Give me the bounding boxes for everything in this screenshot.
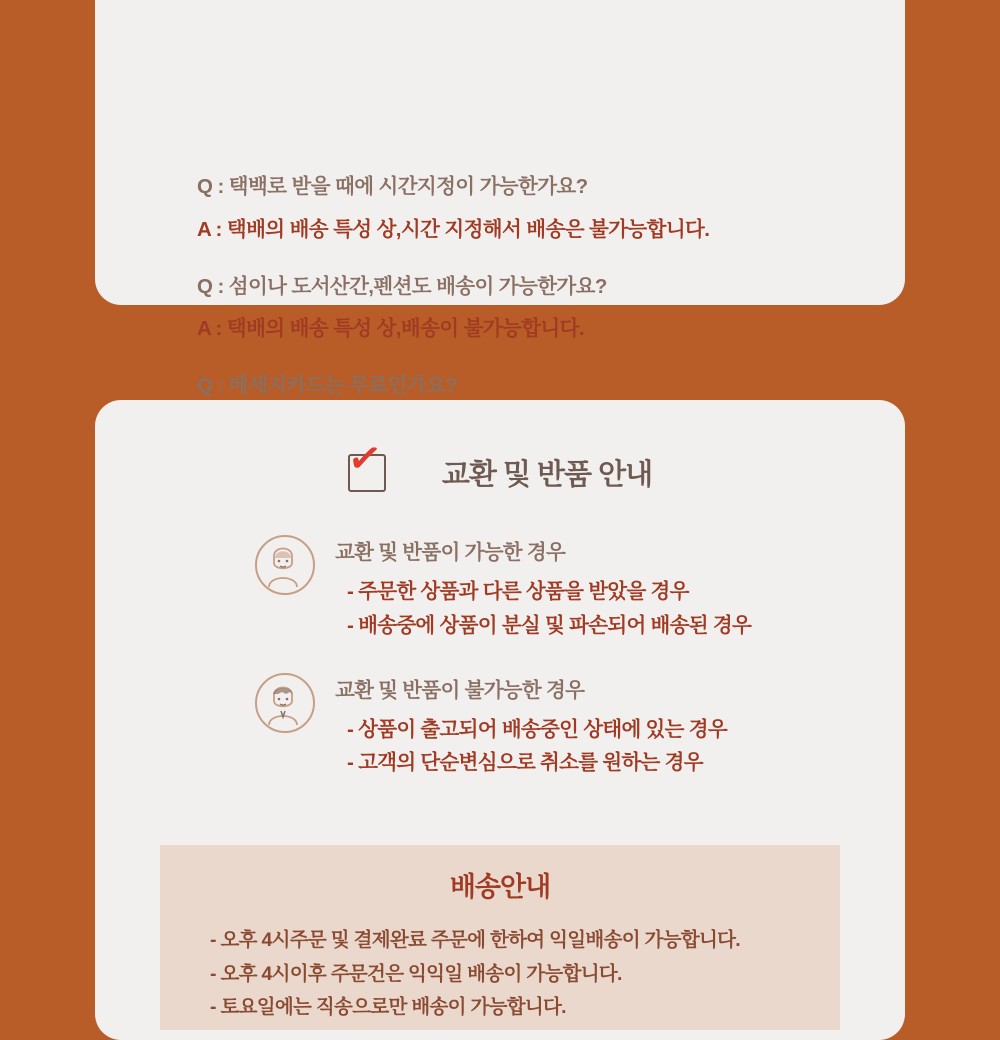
man-avatar-icon bbox=[255, 673, 315, 733]
faq-answer-row bbox=[197, 215, 865, 246]
faq-card bbox=[95, 0, 905, 397]
group-item: - 상품이 출고되어 배송중인 상태에 있는 경우 bbox=[347, 717, 727, 741]
faq-question-row bbox=[197, 172, 865, 203]
faq-item bbox=[135, 172, 865, 246]
exchange-possible-group bbox=[255, 533, 865, 643]
group-title: 교환 및 반품이 불가능한 경우 bbox=[335, 678, 585, 702]
faq-question-text: 메세지카드는 무료인가요? bbox=[228, 374, 458, 397]
group-item: - 고객의 단순변심으로 취소를 원하는 경우 bbox=[347, 751, 703, 775]
exchange-header bbox=[135, 434, 865, 493]
faq-question-row bbox=[197, 371, 865, 402]
checkbox-icon bbox=[344, 434, 386, 492]
faq-item bbox=[135, 272, 865, 346]
answer-label: A : bbox=[197, 317, 222, 341]
exchange-possible-text bbox=[335, 533, 751, 643]
delivery-item: - 오후 4시주문 및 결제완료 주문에 한하여 익일배송이 가능합니다. bbox=[210, 929, 740, 951]
group-item: - 주문한 상품과 다른 상품을 받았을 경우 bbox=[347, 580, 689, 603]
faq-question-row bbox=[197, 272, 865, 303]
faq-answer-row bbox=[197, 314, 865, 345]
page-title: 교환 및 반품 안내 bbox=[441, 459, 653, 491]
question-label: Q : bbox=[197, 374, 224, 397]
faq-question-text: 택백로 받을 때에 시간지정이 가능한가요? bbox=[228, 175, 588, 198]
check-mark-icon: ✓ bbox=[344, 434, 385, 483]
delivery-item: - 토요일에는 직송으로만 배송이 가능합니다. bbox=[210, 996, 566, 1019]
faq-question-text: 섬이나 도서산간,펜션도 배송이 가능한가요? bbox=[228, 274, 607, 298]
exchange-impossible-text bbox=[335, 671, 727, 781]
question-label: Q : bbox=[197, 274, 224, 298]
group-title: 교환 및 반품이 가능한 경우 bbox=[335, 541, 566, 564]
delivery-title: 배송안내 bbox=[449, 872, 551, 902]
delivery-notice-box bbox=[160, 845, 840, 1030]
faq-answer-text: 택배의 배송 특성 상,배송이 불가능합니다. bbox=[226, 317, 584, 341]
group-item: - 배송중에 상품이 분실 및 파손되어 배송된 경우 bbox=[347, 613, 752, 637]
delivery-item: - 오후 4시이후 주문건은 익익일 배송이 가능합니다. bbox=[210, 962, 622, 985]
exchange-impossible-group bbox=[255, 671, 865, 781]
question-label: Q : bbox=[197, 175, 224, 198]
answer-label: A : bbox=[197, 217, 222, 241]
woman-avatar-icon bbox=[255, 535, 315, 595]
faq-answer-text: 택배의 배송 특성 상,시간 지정해서 배송은 불가능합니다. bbox=[226, 217, 710, 241]
